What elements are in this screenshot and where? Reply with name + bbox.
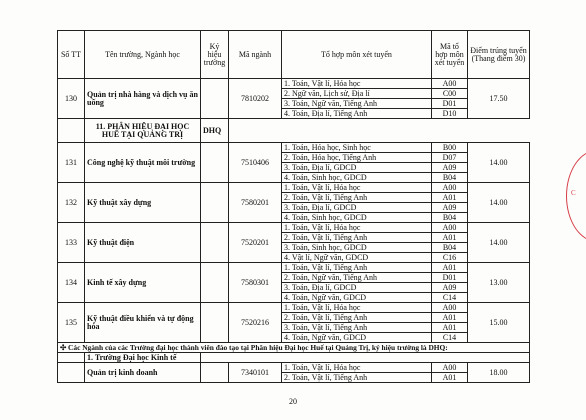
- admission-score: 18.00: [468, 363, 530, 383]
- combination: 1. Toán, Vật lí, Tiếng Anh: [282, 263, 432, 273]
- header-school-code: Ký hiệu trường: [201, 31, 229, 79]
- major-name: Công nghệ kỹ thuật môi trường: [85, 143, 201, 183]
- school-code-cell: [201, 143, 229, 183]
- major-code: 7810202: [229, 79, 282, 119]
- combination: 1. Toán, Hóa học, Sinh học: [282, 143, 432, 153]
- school-code-cell: [201, 223, 229, 263]
- combination: 3. Toán, Vật lí, Tiếng Anh: [282, 323, 432, 333]
- header-name: Tên trường, Ngành học: [85, 31, 201, 79]
- header-combination-code: Mã tổ hợp môn xét tuyển: [432, 31, 468, 79]
- combination: 3. Toán, Ngữ văn, Tiếng Anh: [282, 99, 432, 109]
- major-name: Quản trị kinh doanh: [85, 363, 201, 383]
- combination-code: A01: [432, 373, 468, 383]
- section-title: 11. PHÂN HIỆU ĐẠI HỌC HUẾ TẠI QUẢNG TRỊ: [85, 119, 201, 143]
- combination: 2. Toán, Ngữ văn, Tiếng Anh: [282, 273, 432, 283]
- table-row: [58, 363, 530, 373]
- combination-code: B04: [432, 173, 468, 183]
- row-stt: 131: [58, 143, 85, 183]
- row-stt: 133: [58, 223, 85, 263]
- combination-code: A01: [432, 233, 468, 243]
- school-code-cell: [201, 79, 229, 119]
- major-name: Quản trị nhà hàng và dịch vụ ăn uống: [85, 79, 201, 119]
- subsection-row: [58, 353, 530, 363]
- admission-table: [57, 30, 530, 383]
- major-code: 7580201: [229, 183, 282, 223]
- header-major-code: Mã ngành: [229, 31, 282, 79]
- combination-code: A09: [432, 283, 468, 293]
- combination-code: D10: [432, 109, 468, 119]
- combination-code: B04: [432, 243, 468, 253]
- major-code: 7520216: [229, 303, 282, 343]
- subsection-empty: [201, 353, 530, 363]
- school-code-cell: [201, 303, 229, 343]
- combination: 1. Toán, Vật lí, Hóa học: [282, 79, 432, 89]
- combination-code: A00: [432, 79, 468, 89]
- combination: 3. Toán, Địa lí, GDCD: [282, 163, 432, 173]
- combination-code: A00: [432, 223, 468, 233]
- combination: 2. Toán, Vật lí, Tiếng Anh: [282, 313, 432, 323]
- major-code: 7340101: [229, 363, 282, 383]
- combination: 4. Vật lí, Ngữ văn, GDCD: [282, 253, 432, 263]
- combination-code: A09: [432, 163, 468, 173]
- combination: 2. Toán, Vật lí, Tiếng Anh: [282, 193, 432, 203]
- header-combination: Tổ hợp môn xét tuyển: [282, 31, 432, 79]
- table-row: [58, 143, 530, 153]
- page-number: 20: [289, 397, 297, 406]
- admission-score: 14.00: [468, 183, 530, 223]
- combination-code: A00: [432, 363, 468, 373]
- row-stt: 130: [58, 79, 85, 119]
- school-code-cell: [201, 263, 229, 303]
- combination-code: B00: [432, 143, 468, 153]
- section-school-code: DHQ: [201, 119, 229, 143]
- combination: 3. Toán, Địa lí, GDCD: [282, 283, 432, 293]
- seal-stamp: C: [566, 150, 586, 242]
- major-code: 7580301: [229, 263, 282, 303]
- combination: 2. Toán, Vật lí, Tiếng Anh: [282, 373, 432, 383]
- combination-code: C14: [432, 293, 468, 303]
- combination-code: A01: [432, 313, 468, 323]
- combination-code: A01: [432, 193, 468, 203]
- combination-code: A00: [432, 303, 468, 313]
- table-row: [58, 223, 530, 233]
- header-stt: Số TT: [58, 31, 85, 79]
- combination: 2. Toán, Hóa học, Tiếng Anh: [282, 153, 432, 163]
- combination: 1. Toán, Vật lí, Hóa học: [282, 303, 432, 313]
- combination: 4. Toán, Địa lí, Tiếng Anh: [282, 109, 432, 119]
- row-stt: 135: [58, 303, 85, 343]
- combination: 4. Toán, Sinh học, GDCD: [282, 173, 432, 183]
- table-row: [58, 303, 530, 313]
- section-blank: [58, 119, 85, 143]
- admission-score: 17.50: [468, 79, 530, 119]
- combination: 3. Toán, Địa lí, GDCD: [282, 203, 432, 213]
- section-empty: [229, 119, 530, 143]
- header-score: Điểm trúng tuyển (Thang điểm 30): [468, 31, 530, 79]
- combination-code: A01: [432, 263, 468, 273]
- major-code: 7510406: [229, 143, 282, 183]
- admission-score: 14.00: [468, 223, 530, 263]
- major-name: Kinh tế xây dựng: [85, 263, 201, 303]
- school-code-cell: [201, 183, 229, 223]
- combination-code: A09: [432, 203, 468, 213]
- table-row: [58, 79, 530, 89]
- combination: 1. Toán, Vật lí, Hóa học: [282, 183, 432, 193]
- combination-code: B04: [432, 213, 468, 223]
- table-row: [58, 263, 530, 273]
- combination: 2. Toán, Vật lí, Tiếng Anh: [282, 233, 432, 243]
- combination: 3. Toán, Sinh học, GDCD: [282, 243, 432, 253]
- table-row: [58, 183, 530, 193]
- combination: 4. Toán, Sinh học, GDCD: [282, 213, 432, 223]
- section-row: [58, 119, 530, 143]
- combination-code: A00: [432, 183, 468, 193]
- combination-code: D01: [432, 273, 468, 283]
- row-stt: 132: [58, 183, 85, 223]
- major-name: Kỹ thuật điều khiển và tự động hóa: [85, 303, 201, 343]
- combination-code: D01: [432, 99, 468, 109]
- major-code: 7520201: [229, 223, 282, 263]
- combination-code: C14: [432, 333, 468, 343]
- major-name: Kỹ thuật xây dựng: [85, 183, 201, 223]
- admission-score: 13.00: [468, 263, 530, 303]
- subsection-blank: [58, 353, 85, 363]
- row-stt: 134: [58, 263, 85, 303]
- school-code-cell: [201, 363, 229, 383]
- combination: 4. Toán, Ngữ văn, GDCD: [282, 293, 432, 303]
- major-name: Kỹ thuật điện: [85, 223, 201, 263]
- admission-score: 15.00: [468, 303, 530, 343]
- subsection-title: 1. Trường Đại học Kinh tế: [85, 353, 201, 363]
- combination-code: D07: [432, 153, 468, 163]
- combination: 2. Ngữ văn, Lịch sử, Địa lí: [282, 89, 432, 99]
- combination: 1. Toán, Vật lí, Hóa học: [282, 363, 432, 373]
- combination-code: A01: [432, 323, 468, 333]
- combination-code: C00: [432, 89, 468, 99]
- combination: 4. Toán, Ngữ văn, GDCD: [282, 333, 432, 343]
- row-stt: [58, 363, 85, 383]
- note-row: [58, 343, 530, 353]
- admission-score: 14.00: [468, 143, 530, 183]
- table-header: [58, 31, 530, 79]
- note-text: ✣ Các Ngành của các Trường đại học thành viên đào tạo tại Phân hiệu Đại học Huế tại Quảng Trị, ký hiệu trường là DHQ:: [58, 343, 530, 353]
- combination-code: C16: [432, 253, 468, 263]
- combination: 1. Toán, Vật lí, Hóa học: [282, 223, 432, 233]
